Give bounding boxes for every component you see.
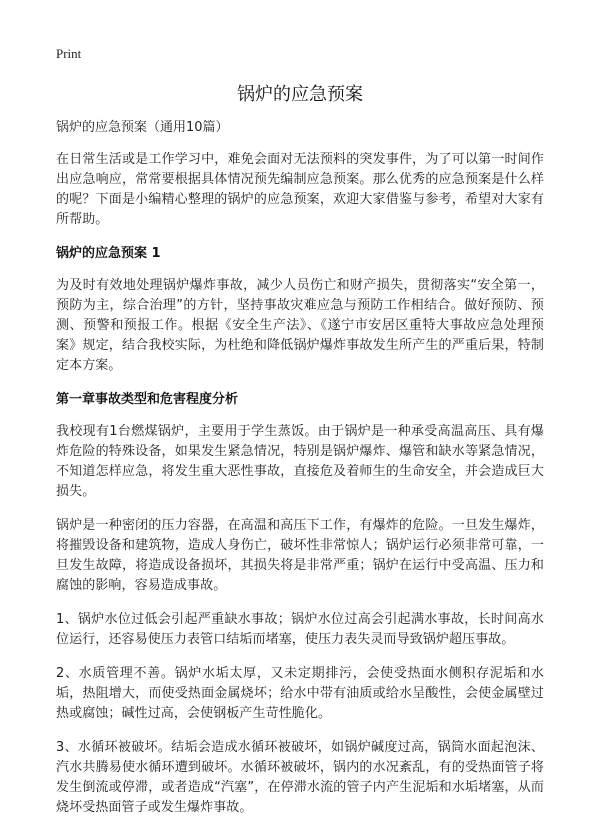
print-link[interactable]: Print xyxy=(56,46,82,61)
chapter-1-heading: 第一章事故类型和危害程度分析 xyxy=(56,392,239,407)
section-heading-1: 锅炉的应急预案 1 xyxy=(56,246,161,261)
chapter-1-item-1: 1、锅炉水位过低会引起严重缺水事故；锅炉水位过高会引起满水事故，长时间高水位运行，还容易使压力表管口结垢而堵塞，使压力表失灵而导致锅炉超压事故。 xyxy=(56,612,544,647)
chapter-1-paragraph-2: 锅炉是一种密闭的压力容器，在高温和高压下工作，有爆炸的危险。一旦发生爆炸，将摧毁设备和建筑物，造成人身伤亡，破坏性非常惊人；锅炉运行必须非常可靠，一旦发生故障，将造成设备损坏，其损失将是非常严重；锅炉在运行中受高温、压力和腐蚀的影响，容易造成事故。 xyxy=(56,518,544,593)
page-title: 锅炉的应急预案 xyxy=(237,84,363,105)
section-1-paragraph: 为及时有效地处理锅炉爆炸事故，减少人员伤亡和财产损失，贯彻落实“安全第一，预防为主，综合治理”的方针，坚持事故灾难应急与预防工作相结合。做好预防、预测、预警和预报工作。根据《安全生产法》、《遂宁市安居区重特大事故应急处理预案》规定，结合我校实际，为杜绝和降低锅炉爆炸事故发生所产生的严重后果，特制定本方案。 xyxy=(56,278,544,373)
document-subtitle: 锅炉的应急预案（通用10篇） xyxy=(56,120,229,135)
chapter-1-item-3: 3、水循环被破坏。结垢会造成水循环被破坏，如锅炉碱度过高，锅筒水面起泡沫、汽水共腾易使水循环遭到破坏。水循环被破坏，锅内的水况紊乱，有的受热面管子将发生倒流或停滞，或者造成“汽塞”，在停滞水流的管子内产生泥垢和水垢堵塞，从而烧坏受热面管子或发生爆炸事故。 xyxy=(56,740,544,815)
document-body xyxy=(56,118,544,832)
chapter-1-paragraph-1: 我校现有1台燃煤锅炉，主要用于学生蒸饭。由于锅炉是一种承受高温高压、具有爆炸危险的特殊设备，如果发生紧急情况，特别是锅炉爆炸、爆管和缺水等紧急情况，不知道怎样应急，将发生重大恶性事故，直接危及着师生的生命安全，并会造成巨大损失。 xyxy=(56,424,544,499)
intro-paragraph: 在日常生活或是工作学习中，难免会面对无法预料的突发事件，为了可以第一时间作出应急响应，常常要根据具体情况预先编制应急预案。那么优秀的应急预案是什么样的呢？下面是小编精心整理的锅炉的应急预案，欢迎大家借鉴与参考，希望对大家有所帮助。 xyxy=(56,152,544,227)
chapter-1-item-2: 2、水质管理不善。锅炉水垢太厚，又未定期排污，会使受热面水侧积存泥垢和水垢，热阻增大，而使受热面金属烧坏；给水中带有油质或给水呈酸性，会使金属壁过热或腐蚀；碱性过高，会使钢板产生苛性脆化。 xyxy=(56,666,544,721)
